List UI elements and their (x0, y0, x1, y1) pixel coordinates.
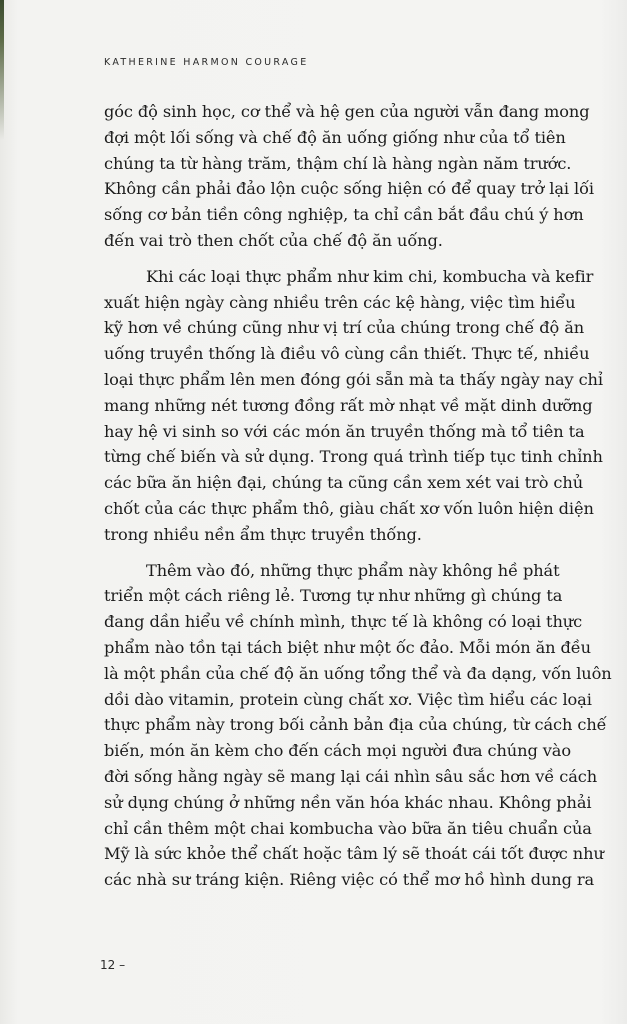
text-line: phẩm nào tồn tại tách biệt như một ốc đảo. Mỗi món ăn đều (104, 637, 591, 657)
text-line: xuất hiện ngày càng nhiều trên các kệ hàng, việc tìm hiểu (104, 292, 576, 312)
text-line: đời sống hằng ngày sẽ mang lại cái nhìn sâu sắc hơn về cách (104, 766, 598, 786)
text-line: biến, món ăn kèm cho đến cách mọi người đưa chúng vào (104, 741, 571, 761)
text-line: kỹ hơn về chúng cũng như vị trí của chúng trong chế độ ăn (104, 318, 585, 338)
text-line: dồi dào vitamin, protein cùng chất xơ. Việc tìm hiểu các loại (104, 689, 592, 709)
text-line: loại thực phẩm lên men đóng gói sẵn mà ta thấy ngày nay chỉ (104, 369, 603, 389)
text-line: hay hệ vi sinh so với các món ăn truyền thống mà tổ tiên ta (104, 421, 585, 441)
text-line: các bữa ăn hiện đại, chúng ta cũng cần xem xét vai trò chủ (104, 473, 584, 493)
text-line: uống truyền thống là điều vô cùng cần thiết. Thực tế, nhiều (104, 344, 590, 364)
text-line: chốt của các thực phẩm thô, giàu chất xơ vốn luôn hiện diện (104, 498, 594, 518)
text-line: Khi các loại thực phẩm như kim chi, kombucha và kefir (146, 266, 594, 286)
text-line: đang dần hiểu về chính mình, thực tế là không có loại thực (104, 612, 583, 632)
text-line: là một phần của chế độ ăn uống tổng thể và đa dạng, vốn luôn (104, 663, 612, 683)
text-line: trong nhiều nền ẩm thực truyền thống. (104, 524, 422, 544)
text-line: từng chế biến và sử dụng. Trong quá trình tiếp tục tinh chỉnh (104, 447, 603, 467)
text-line: mang những nét tương đồng rất mờ nhạt về mặt dinh dưỡng (104, 395, 593, 415)
text-line: sử dụng chúng ở những nền văn hóa khác nhau. Không phải (104, 792, 592, 812)
text-line: thực phẩm này trong bối cảnh bản địa của chúng, từ cách chế (104, 715, 607, 735)
text-line: sống cơ bản tiền công nghiệp, ta chỉ cần bắt đầu chú ý hơn (104, 205, 584, 225)
paragraph-3 (104, 558, 612, 893)
text-line: Thêm vào đó, những thực phẩm này không hề phát (146, 560, 560, 580)
text-line: đợi một lối sống và chế độ ăn uống giống như của tổ tiên (104, 127, 566, 147)
text-line: Mỹ là sức khỏe thể chất hoặc tâm lý sẽ thoát cái tốt được như (104, 844, 604, 864)
text-line: chúng ta từ hàng trăm, thậm chí là hàng ngàn năm trước. (104, 153, 572, 173)
page-number: 12 – (100, 958, 126, 972)
body-text (104, 99, 612, 903)
text-line: đến vai trò then chốt của chế độ ăn uống. (104, 230, 443, 250)
paragraph-2 (104, 264, 603, 548)
text-line: các nhà sư tráng kiện. Riêng việc có thể mơ hồ hình dung ra (104, 870, 595, 890)
text-line: Không cần phải đảo lộn cuộc sống hiện có để quay trở lại lối (104, 179, 594, 199)
paragraph-1 (104, 99, 594, 254)
running-head: KATHERINE HARMON COURAGE (104, 57, 309, 68)
text-line: góc độ sinh học, cơ thể và hệ gen của người vẫn đang mong (104, 102, 590, 121)
text-line: chỉ cần thêm một chai kombucha vào bữa ăn tiêu chuẩn của (104, 818, 592, 838)
text-line: triển một cách riêng lẻ. Tương tự như những gì chúng ta (104, 586, 563, 606)
page-edge-shadow (0, 0, 4, 1024)
